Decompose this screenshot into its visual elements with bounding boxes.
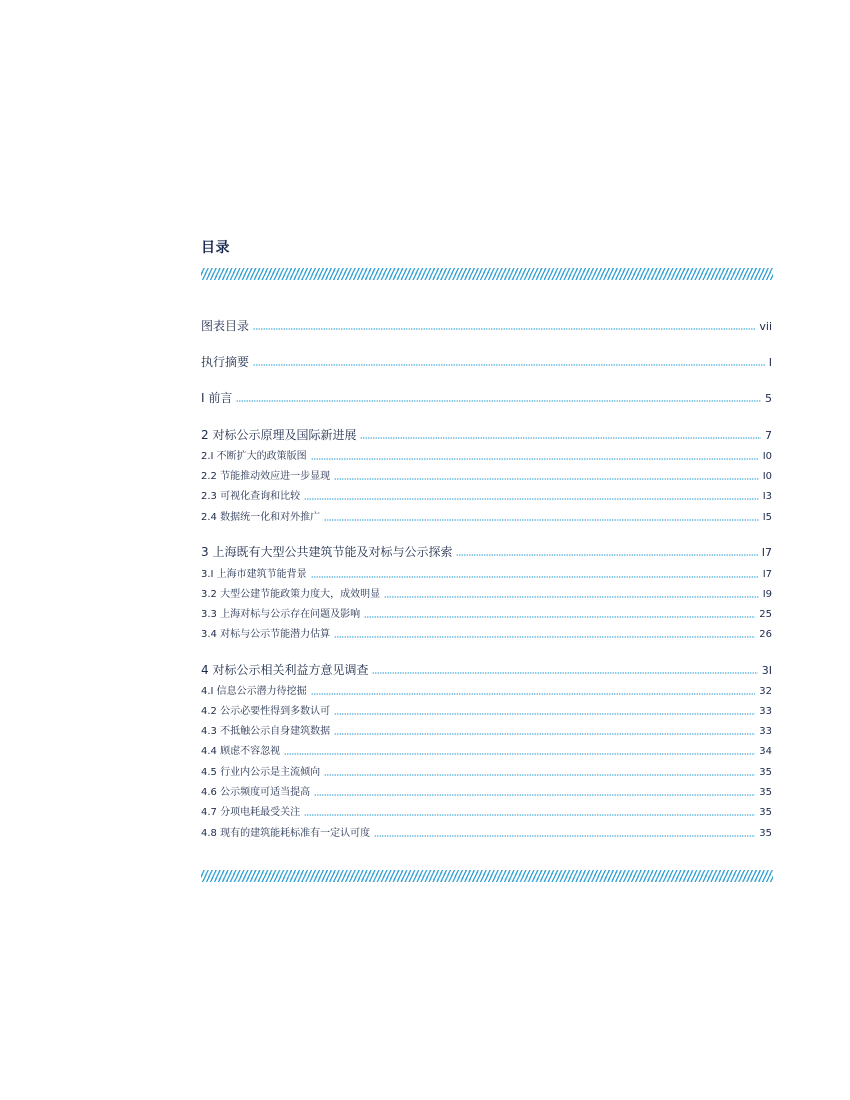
toc-entry-label: 4.2 公示必要性得到多数认可	[201, 706, 331, 717]
toc-entry-label: 2.4 数据统一化和对外推广	[201, 512, 321, 523]
toc-entry-page-number: 26	[759, 629, 772, 640]
dot-leader	[253, 328, 755, 330]
toc-entry[interactable]	[201, 658, 772, 676]
toc-entry-page-number: 33	[759, 706, 772, 717]
toc-entry-page-number: I3	[762, 491, 772, 502]
toc-entry[interactable]	[201, 679, 772, 697]
dot-leader	[456, 554, 757, 556]
toc-entry[interactable]	[201, 464, 772, 482]
toc-entry-label: 4 对标公示相关利益方意见调查	[201, 663, 369, 677]
toc-entry-page-number: 25	[759, 609, 772, 620]
toc-entry-page-number: I9	[762, 589, 772, 600]
toc-entry-page-number: 35	[759, 767, 772, 778]
dot-leader	[304, 814, 755, 816]
dot-leader	[311, 458, 759, 460]
toc-entry-label: 2.2 节能推动效应进一步显现	[201, 471, 331, 482]
toc-entry-page-number: 35	[759, 828, 772, 839]
dot-leader	[311, 576, 759, 578]
dot-leader	[374, 835, 755, 837]
dot-leader	[364, 616, 755, 618]
toc-entry-label: 4.7 分项电耗最受关注	[201, 807, 301, 818]
toc-entry[interactable]	[201, 821, 772, 839]
dot-leader	[334, 636, 755, 638]
toc-entry-page-number: 5	[765, 392, 772, 405]
toc-entry[interactable]	[201, 699, 772, 717]
toc-entry[interactable]	[201, 444, 772, 462]
toc-entry[interactable]	[201, 562, 772, 580]
toc-entry-label: 4.6 公示频度可适当提高	[201, 787, 311, 798]
toc-entry[interactable]	[201, 800, 772, 818]
top-stripe-divider	[201, 268, 773, 280]
dot-leader	[236, 400, 761, 402]
toc-entry[interactable]	[201, 760, 772, 778]
toc-entry-page-number: I	[768, 356, 772, 369]
toc-entry-label: 4.I 信息公示潜力待挖掘	[201, 686, 307, 697]
dot-leader	[372, 672, 757, 674]
toc-entry-label: 执行摘要	[201, 355, 250, 369]
toc-entry[interactable]	[201, 602, 772, 620]
dot-leader	[314, 794, 755, 796]
dot-leader	[334, 733, 755, 735]
toc-entry[interactable]	[201, 423, 772, 441]
toc-entry-label: 4.8 现有的建筑能耗标准有一定认可度	[201, 828, 371, 839]
dot-leader	[284, 753, 755, 755]
toc-entry[interactable]	[201, 719, 772, 737]
toc-entry-label: 3.3 上海对标与公示存在问题及影响	[201, 609, 361, 620]
toc-entry-page-number: I5	[762, 512, 772, 523]
dot-leader	[253, 364, 765, 366]
toc-entry-page-number: 34	[759, 746, 772, 757]
dot-leader	[334, 713, 755, 715]
toc-entry-page-number: vii	[759, 320, 772, 333]
dot-leader	[311, 693, 756, 695]
toc-entry-page-number: 32	[759, 686, 772, 697]
toc-entry[interactable]	[201, 484, 772, 502]
toc-entry-label: 3.2 大型公建节能政策力度大，成效明显	[201, 589, 381, 600]
toc-entry[interactable]	[201, 314, 772, 332]
toc-entry[interactable]	[201, 582, 772, 600]
toc-title: 目录	[201, 240, 230, 256]
toc-entry[interactable]	[201, 622, 772, 640]
dot-leader	[360, 437, 761, 439]
bottom-stripe-divider	[201, 870, 773, 882]
toc-entry-label: 3.I 上海市建筑节能背景	[201, 569, 307, 580]
dot-leader	[334, 478, 759, 480]
toc-entry-page-number: I7	[762, 569, 772, 580]
toc-entry-label: 3.4 对标与公示节能潜力估算	[201, 629, 331, 640]
dot-leader	[324, 774, 755, 776]
toc-entry[interactable]	[201, 505, 772, 523]
toc-entry-page-number: 35	[759, 807, 772, 818]
toc-entry-label: 2.3 可视化查询和比较	[201, 491, 301, 502]
toc-entry[interactable]	[201, 350, 772, 368]
toc-entry-label: 4.5 行业内公示是主流倾向	[201, 767, 321, 778]
toc-entry[interactable]	[201, 739, 772, 757]
toc-entry-label: 2.I 不断扩大的政策版图	[201, 451, 307, 462]
toc-entry-page-number: 33	[759, 726, 772, 737]
dot-leader	[324, 519, 759, 521]
dot-leader	[304, 498, 759, 500]
toc-entry-page-number: 7	[765, 429, 772, 442]
toc-entry[interactable]	[201, 540, 772, 558]
toc-entry-label: 3 上海既有大型公共建筑节能及对标与公示探索	[201, 545, 453, 559]
toc-entry-page-number: 3I	[761, 664, 772, 677]
toc-entry-label: 图表目录	[201, 319, 250, 333]
dot-leader	[384, 596, 759, 598]
toc-entry-page-number: I7	[761, 546, 772, 559]
toc-entry-label: 4.3 不抵触公示自身建筑数据	[201, 726, 331, 737]
toc-entry[interactable]	[201, 386, 772, 404]
toc-entry-page-number: 35	[759, 787, 772, 798]
toc-entry[interactable]	[201, 780, 772, 798]
toc-entry-label: 2 对标公示原理及国际新进展	[201, 428, 357, 442]
toc-entry-label: I 前言	[201, 391, 233, 405]
toc-entry-label: 4.4 顾虑不容忽视	[201, 746, 281, 757]
toc-entry-page-number: I0	[762, 451, 772, 462]
toc-entry-page-number: I0	[762, 471, 772, 482]
